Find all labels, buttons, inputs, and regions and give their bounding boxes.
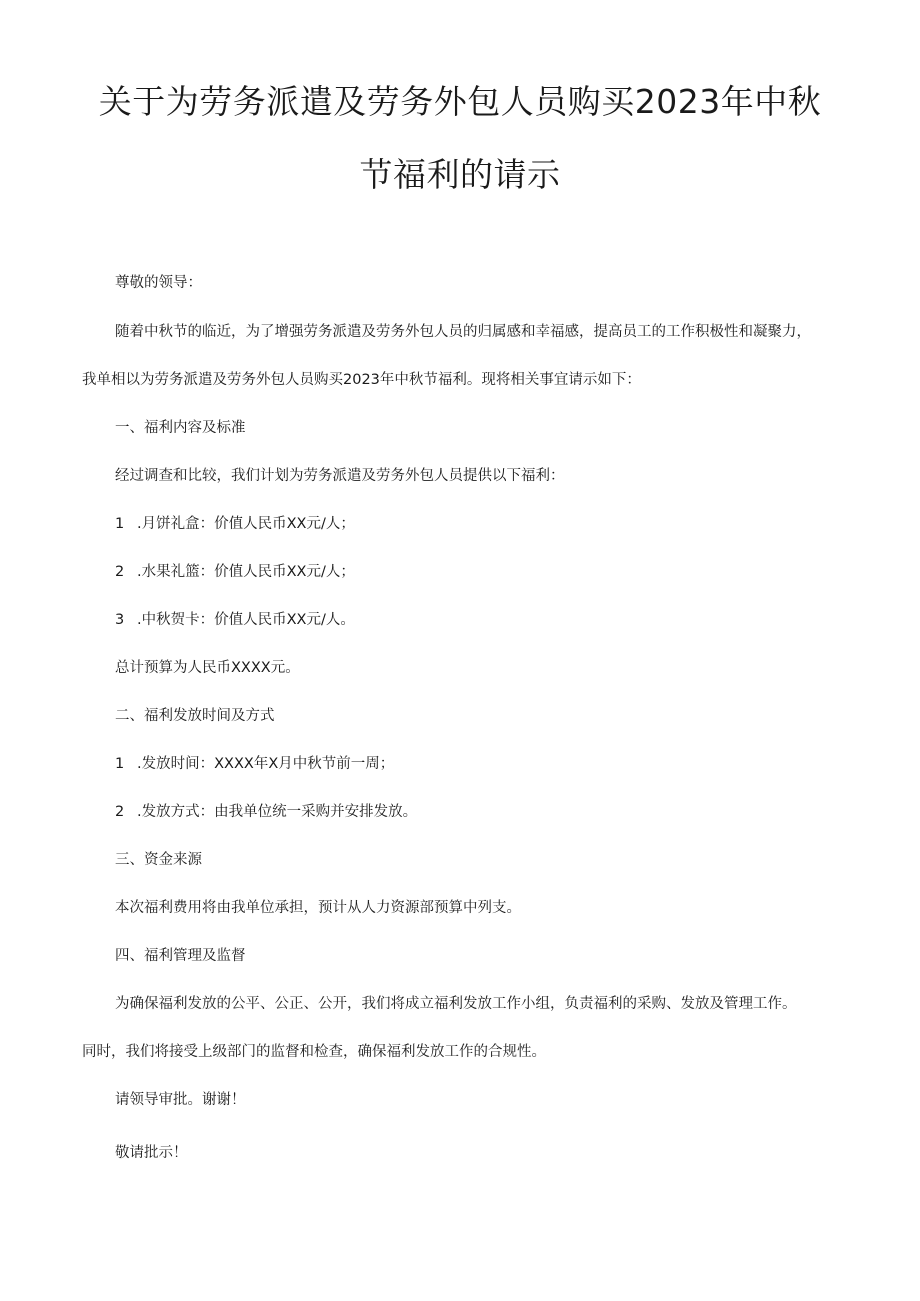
section-4-body-line-1: 为确保福利发放的公平、公正、公开，我们将成立福利发放工作小组，负责福利的采购、发放及管理工作。	[115, 996, 797, 1012]
list-text: .发放方式：由我单位统一采购并安排发放。	[137, 804, 418, 820]
section-3-heading: 三、资金来源	[115, 852, 202, 868]
section-1-lead: 经过调查和比较，我们计划为劳务派遣及劳务外包人员提供以下福利：	[115, 468, 565, 484]
section-2-heading: 二、福利发放时间及方式	[115, 708, 275, 724]
benefit-item-mooncake	[115, 514, 355, 534]
document-title-line-2: 节福利的请示	[359, 155, 561, 194]
list-number: 3	[115, 612, 125, 628]
salutation: 尊敬的领导：	[115, 275, 202, 291]
list-text: .水果礼篮：价值人民币XX元/人；	[137, 564, 355, 580]
section-4-body-line-2: 同时，我们将接受上级部门的监督和检查，确保福利发放工作的合规性。	[82, 1044, 546, 1060]
section-4-heading: 四、福利管理及监督	[115, 948, 246, 964]
list-number: 2	[115, 564, 125, 580]
list-text: .月饼礼盒：价值人民币XX元/人；	[137, 516, 355, 532]
list-text: .中秋贺卡：价值人民币XX元/人。	[137, 612, 355, 628]
document-title-line-1: 关于为劳务派遣及劳务外包人员购买2023年中秋	[98, 82, 822, 121]
intro-paragraph-line-1: 随着中秋节的临近，为了增强劳务派遣及劳务外包人员的归属感和幸福感，提高员工的工作积极性和凝聚力，	[115, 324, 811, 340]
closing-sign-off: 敬请批示！	[115, 1145, 188, 1161]
distribution-time	[115, 754, 394, 774]
intro-paragraph-line-2: 我单相以为劳务派遣及劳务外包人员购买2023年中秋节福利。现将相关事宜请示如下：	[82, 372, 641, 388]
budget-total: 总计预算为人民币XXXX元。	[115, 660, 300, 676]
section-3-body: 本次福利费用将由我单位承担，预计从人力资源部预算中列支。	[115, 900, 521, 916]
closing-request: 请领导审批。谢谢！	[115, 1092, 246, 1108]
benefit-item-fruit-basket	[115, 562, 355, 582]
list-number: 2	[115, 804, 125, 820]
benefit-item-greeting-card	[115, 610, 355, 630]
list-text: .发放时间：XXXX年X月中秋节前一周；	[137, 756, 395, 772]
distribution-method	[115, 802, 417, 822]
list-number: 1	[115, 516, 125, 532]
list-number: 1	[115, 756, 125, 772]
section-1-heading: 一、福利内容及标准	[115, 420, 246, 436]
